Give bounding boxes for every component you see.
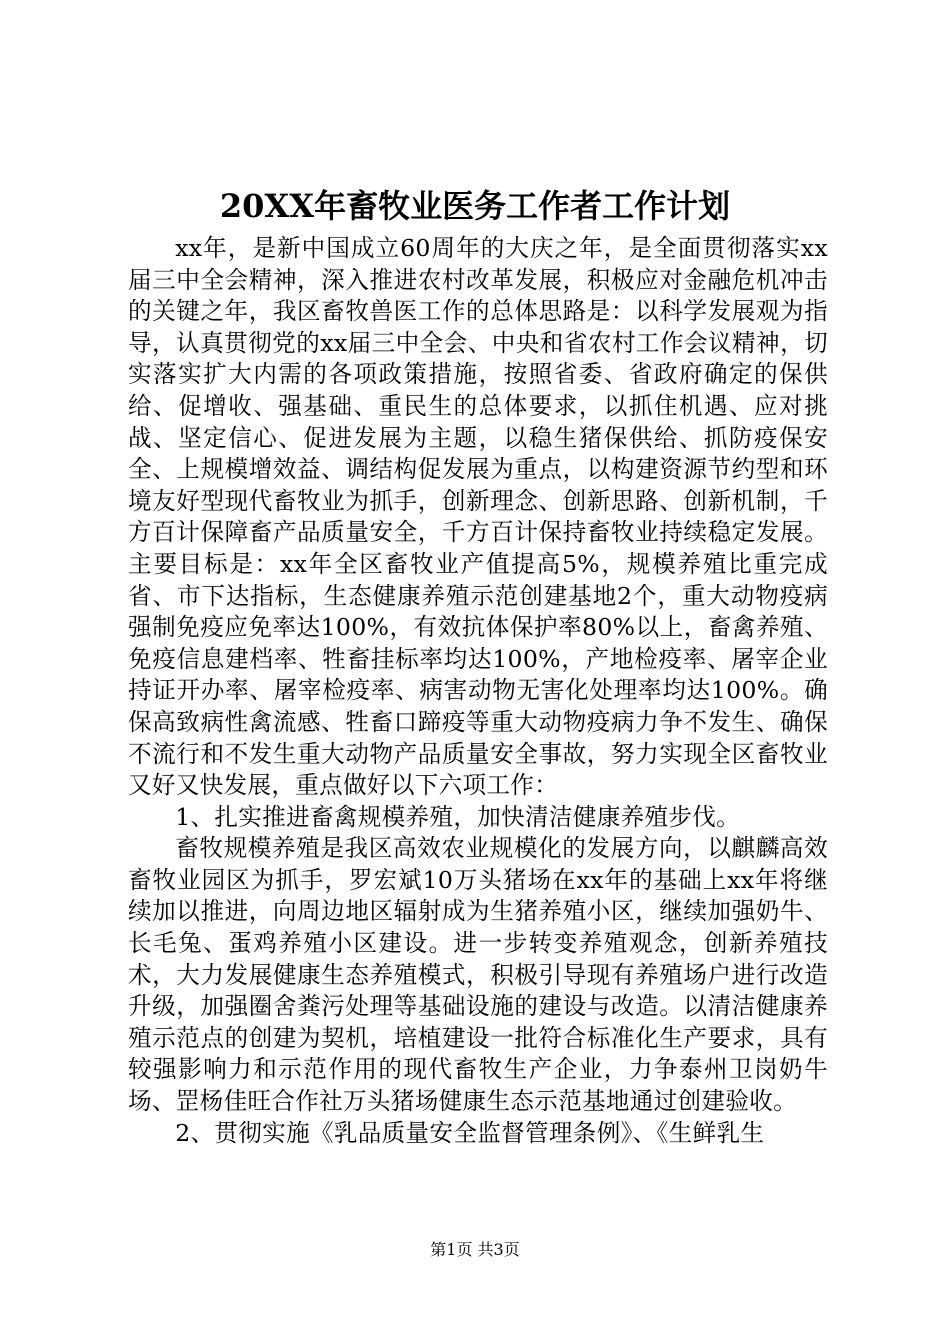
paragraph-section-1: 畜牧规模养殖是我区高效农业规模化的发展方向，以麒麟高效畜牧业园区为抓手，罗宏斌10万头猪场在xx年的基础上xx年将继续加以推进，向周边地区辐射成为生猪养殖小区，继续加强奶牛、长毛兔、蛋鸡养殖小区建设。进一步转变养殖观念，创新养殖技术，大力发展健康生态养殖模式，积极引导现有养殖场户进行改造升级，加强圈舍粪污处理等基础设施的建设与改造。以清洁健康养殖示范点的创建为契机，培植建设一批符合标准化生产要求，具有较强影响力和示范作用的现代畜牧生产企业，力争泰州卫岗奶牛场、罡杨佳旺合作社万头猪场健康生态示范基地通过创建验收。 bbox=[128, 834, 828, 1116]
paragraph-intro: xx年，是新中国成立60周年的大庆之年，是全面贯彻落实xx届三中全会精神，深入推进农村改革发展，积极应对金融危机冲击的关键之年，我区畜牧兽医工作的总体思路是：以科学发展观为指导，认真贯彻党的xx届三中全会、中央和省农村工作会议精神，切实落实扩大内需的各项政策措施，按照省委、省政府确定的保供给、促增收、强基础、重民生的总体要求，以抓住机遇、应对挑战、坚定信心、促进发展为主题，以稳生猪保供给、抓防疫保安全、上规模增效益、调结构促发展为重点，以构建资源节约型和环境友好型现代畜牧业为抓手，创新理念、创新思路、创新机制，千方百计保障畜产品质量安全，千方百计保持畜牧业持续稳定发展。主要目标是：xx年全区畜牧业产值提高5%，规模养殖比重完成省、市下达指标，生态健康养殖示范创建基地2个，重大动物疫病强制免疫应免率达100%，有效抗体保护率80%以上，畜禽养殖、免疫信息建档率、牲畜挂标率均达100%，产地检疫率、屠宰企业持证开办率、屠宰检疫率、病害动物无害化处理率均达100%。确保高致病性禽流感、牲畜口蹄疫等重大动物疫病力争不发生、确保不流行和不发生重大动物产品质量安全事故，努力实现全区畜牧业又好又快发展，重点做好以下六项工作： bbox=[128, 234, 828, 800]
page-footer: 第1页 共3页 bbox=[430, 1240, 520, 1259]
document-body bbox=[128, 233, 828, 1149]
paragraph-heading-2: 2、贯彻实施《乳品质量安全监督管理条例》、《生鲜乳生 bbox=[175, 1118, 765, 1147]
document-title: 20XX年畜牧业医务工作者工作计划 bbox=[219, 187, 731, 225]
paragraph-heading-1: 1、扎实推进畜禽规模养殖，加快清洁健康养殖步伐。 bbox=[175, 802, 741, 831]
